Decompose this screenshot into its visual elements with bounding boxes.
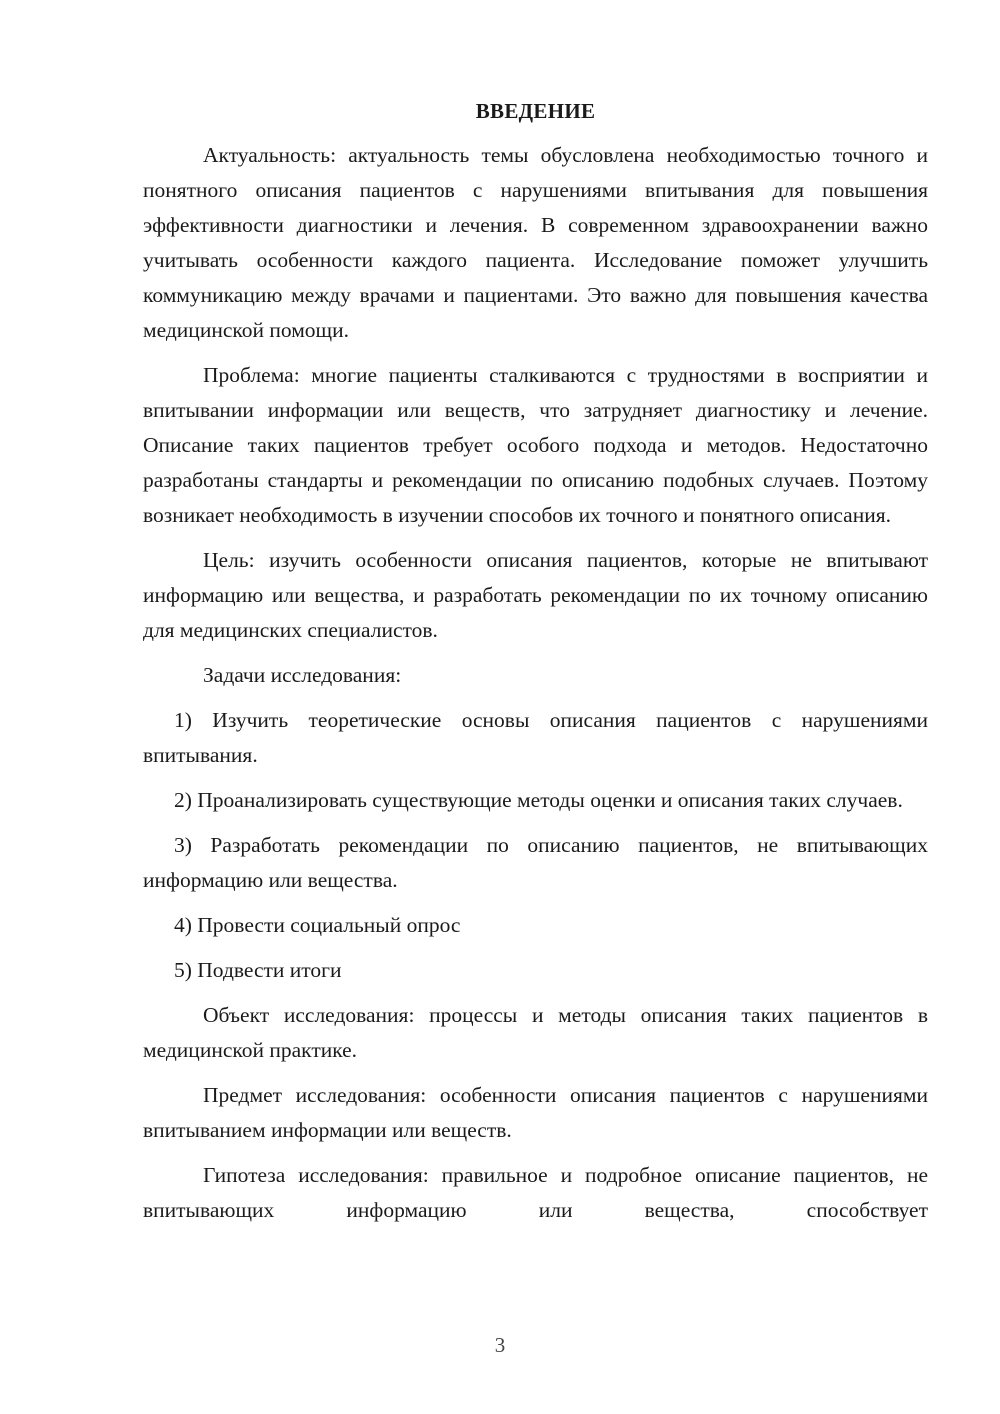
task-item-2: 2) Проанализировать существующие методы оценки и описания таких случаев. bbox=[174, 788, 903, 812]
paragraph-problem: Проблема: многие пациенты сталкиваются с трудностями в восприятии и впитывании информации или веществ, что затрудняет диагностику и лечение. Описание таких пациентов требует особого подхода и методов. Недостаточно разработаны стандарты и рекомендации по описанию подобных случаев. Поэтому возникает необходимость в изучении способов их точного и понятного описания. bbox=[143, 363, 928, 527]
section-title: ВВЕДЕНИЕ bbox=[475, 99, 596, 123]
task-item-3: 3) Разработать рекомендации по описанию пациентов, не впитывающих информацию или вещества. bbox=[143, 833, 928, 892]
paragraph-tasks-heading: Задачи исследования: bbox=[203, 663, 402, 687]
task-item-1: 1) Изучить теоретические основы описания пациентов с нарушениями впитывания. bbox=[143, 708, 928, 767]
paragraph-object: Объект исследования: процессы и методы описания таких пациентов в медицинской практике. bbox=[143, 1003, 928, 1062]
paragraph-subject: Предмет исследования: особенности описания пациентов с нарушениями впитыванием информации или веществ. bbox=[143, 1083, 928, 1142]
page-number: 3 bbox=[494, 1333, 506, 1357]
paragraph-relevance: Актуальность: актуальность темы обусловлена необходимостью точного и понятного описания пациентов с нарушениями впитывания для повышения эффективности диагностики и лечения. В современном здравоохранении важно учитывать особенности каждого пациента. Исследование поможет улучшить коммуникацию между врачами и пациентами. Это важно для повышения качества медицинской помощи. bbox=[143, 143, 928, 342]
task-item-4: 4) Провести социальный опрос bbox=[174, 913, 461, 937]
document-page bbox=[143, 96, 928, 1238]
paragraph-goal: Цель: изучить особенности описания пациентов, которые не впитывают информацию или вещества, и разработать рекомендации по их точному описанию для медицинских специалистов. bbox=[143, 548, 928, 642]
task-item-5: 5) Подвести итоги bbox=[174, 958, 342, 982]
paragraph-hypothesis: Гипотеза исследования: правильное и подробное описание пациентов, не впитывающих информацию или вещества, способствует bbox=[143, 1163, 928, 1222]
